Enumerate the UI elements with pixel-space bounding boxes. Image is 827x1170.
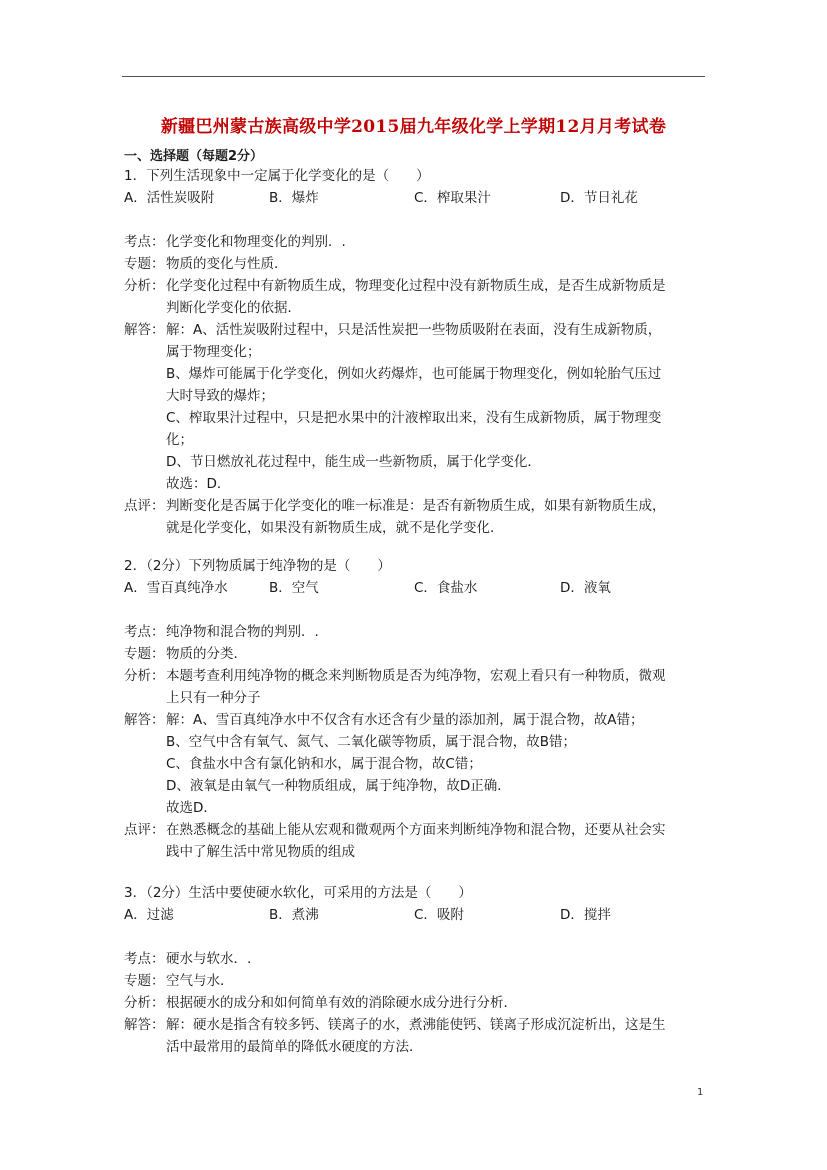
options-row [124,904,714,926]
option-d: D．搅拌 [560,907,611,923]
jieda-line: B、空气中含有氧气、氮气、二氧化碳等物质，属于混合物，故B错； [166,734,577,750]
jieda-row [124,1014,714,1058]
question-3 [124,882,714,1058]
option-d: D．液氧 [560,580,611,596]
dianping-label: 点评： [124,498,165,514]
fenxi-label: 分析： [124,278,165,294]
zhuanti-text: 空气与水． [166,973,234,989]
kaodian-text: 化学变化和物理变化的判别．. [166,234,346,250]
kaodian-label: 考点： [124,951,165,967]
jieda-line: 化； [166,432,193,448]
jieda-line: 解：A、雪百真纯净水中不仅含有水还含有少量的添加剂，属于混合物，故A错； [166,712,644,728]
jieda-line: C、食盐水中含有氯化钠和水，属于混合物，故C错； [166,756,482,772]
fenxi-line: 判断化学变化的依据． [166,300,301,316]
kaodian-row [124,621,714,643]
question-1 [124,165,714,539]
dianping-line: 判断变化是否属于化学变化的唯一标准是：是否有新物质生成，如果有新物质生成， [166,498,666,514]
page-title: 新疆巴州蒙古族高级中学2015届九年级化学上学期12月月考试卷 [160,117,667,137]
jieda-line: D、节日燃放礼花过程中，能生成一些新物质，属于化学变化． [166,454,541,470]
zhuanti-row [124,970,714,992]
fenxi-line: 上只有一种分子 [166,690,261,706]
jieda-label: 解答： [124,712,165,728]
zhuanti-text: 物质的分类． [166,646,247,662]
fenxi-line: 化学变化过程中有新物质生成，物理变化过程中没有新物质生成，是否生成新物质是 [166,278,666,294]
option-c: C．食盐水 [414,580,478,596]
option-a: A．过滤 [124,907,174,923]
fenxi-label: 分析： [124,995,165,1011]
jieda-row [124,709,714,819]
kaodian-text: 硬水与软水．. [166,951,252,967]
header-rule [122,76,705,77]
jieda-label: 解答： [124,1017,165,1033]
kaodian-row [124,948,714,970]
dianping-label: 点评： [124,822,165,838]
fenxi-label: 分析： [124,668,165,684]
option-c: C．吸附 [414,907,464,923]
fenxi-row [124,275,714,319]
options-row [124,187,714,209]
dianping-line: 在熟悉概念的基础上能从宏观和微观两个方面来判断纯净物和混合物，还要从社会实 [166,822,666,838]
option-b: B．空气 [269,580,319,596]
zhuanti-label: 专题： [124,973,165,989]
jieda-line: D、液氧是由氧气一种物质组成，属于纯净物，故D正确． [166,778,511,794]
kaodian-label: 考点： [124,624,165,640]
fenxi-row [124,992,714,1014]
jieda-line: 故选D． [166,800,217,816]
question-stem: 3．（2分）生活中要使硬水软化，可采用的方法是（ ） [124,885,472,901]
fenxi-line: 根据硬水的成分和如何简单有效的消除硬水成分进行分析． [166,995,517,1011]
zhuanti-row [124,253,714,275]
fenxi-line: 本题考查利用纯净物的概念来判断物质是否为纯净物，宏观上看只有一种物质，微观 [166,668,666,684]
dianping-line: 就是化学变化，如果没有新物质生成，就不是化学变化． [166,520,504,536]
jieda-line: 大时导致的爆炸； [166,388,274,404]
question-2 [124,555,714,863]
zhuanti-text: 物质的变化与性质． [166,256,288,272]
section-heading: 一、选择题（每题2分） [124,149,264,164]
option-d: D．节日礼花 [560,190,638,206]
jieda-line: 活中最常用的最简单的降低水硬度的方法． [166,1039,423,1055]
options-row [124,577,714,599]
option-a: A．活性炭吸附 [124,190,215,206]
jieda-line: 解：硬水是指含有较多钙、镁离子的水，煮沸能使钙、镁离子形成沉淀析出，这是生 [166,1017,666,1033]
jieda-line: C、榨取果汁过程中，只是把水果中的汁液榨取出来，没有生成新物质，属于物理变 [166,410,662,426]
option-b: B．爆炸 [269,190,319,206]
fenxi-row [124,665,714,709]
jieda-label: 解答： [124,322,165,338]
dianping-row [124,819,714,863]
jieda-line: 解：A、活性炭吸附过程中，只是活性炭把一些物质吸附在表面，没有生成新物质， [166,322,662,338]
question-stem: 2．（2分）下列物质属于纯净物的是（ ） [124,558,391,574]
jieda-line: 属于物理变化； [166,344,261,360]
option-a: A．雪百真纯净水 [124,580,228,596]
jieda-line: B、爆炸可能属于化学变化，例如火药爆炸，也可能属于物理变化，例如轮胎气压过 [166,366,662,382]
kaodian-text: 纯净物和混合物的判别．. [166,624,319,640]
zhuanti-row [124,643,714,665]
question-stem: 1．下列生活现象中一定属于化学变化的是（ ） [124,168,430,184]
kaodian-label: 考点： [124,234,165,250]
jieda-line: 故选：D． [166,476,231,492]
zhuanti-label: 专题： [124,256,165,272]
dianping-line: 践中了解生活中常见物质的组成 [166,844,355,860]
zhuanti-label: 专题： [124,646,165,662]
dianping-row [124,495,714,539]
option-b: B．煮沸 [269,907,319,923]
jieda-row [124,319,714,495]
page-number: 1 [697,1087,704,1098]
option-c: C．榨取果汁 [414,190,491,206]
kaodian-row [124,231,714,253]
